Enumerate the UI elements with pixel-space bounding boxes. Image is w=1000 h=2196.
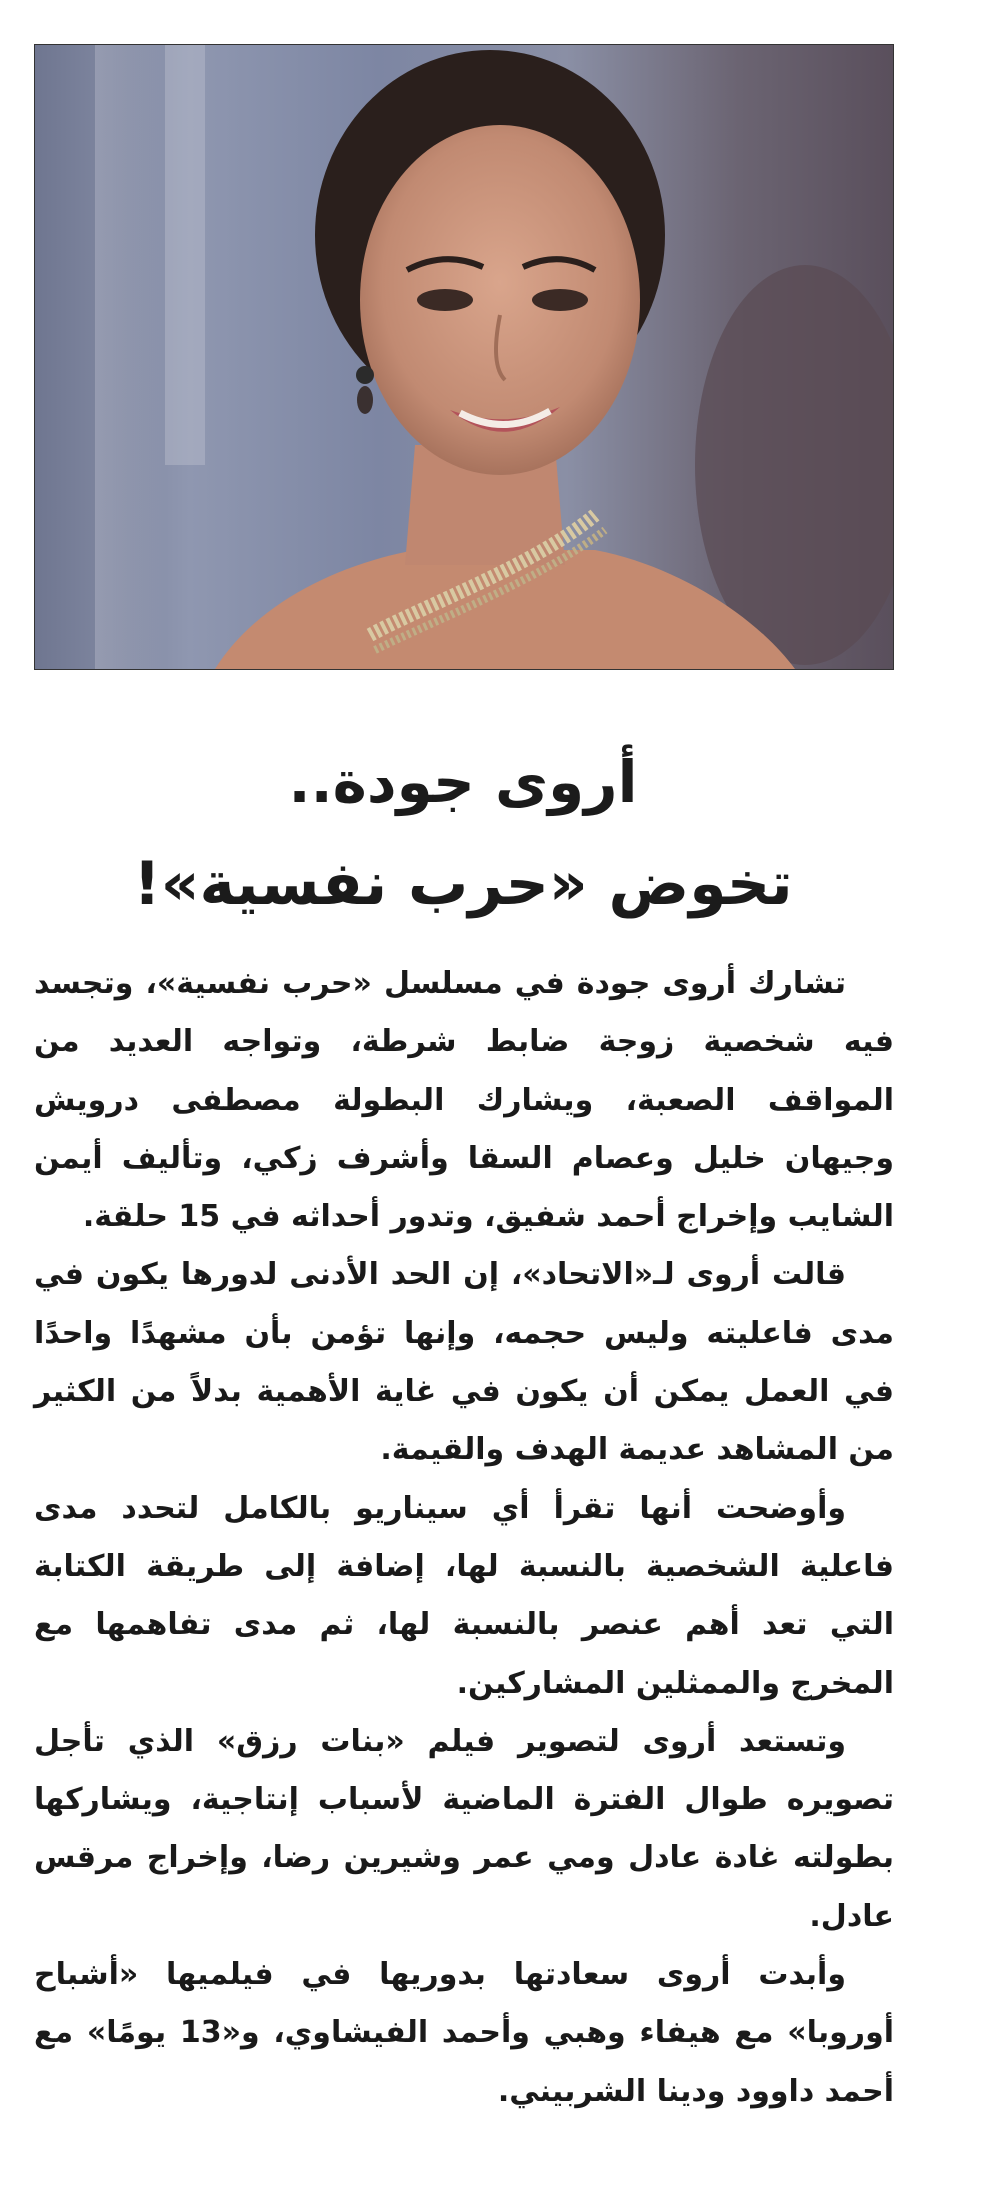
headline-line-2: تخوض «حرب نفسية»! [133,849,793,919]
portrait-illustration [35,45,893,669]
article-paragraph: تشارك أروى جودة في مسلسل «حرب نفسية»، وتجسد فيه شخصية زوجة ضابط شرطة، وتواجه العديد من المواقف الصعبة، ويشارك البطولة مصطفى درويش وجيهان خليل وعصام السقا وأشرف زكي، وتأليف أيمن الشايب وإخراج أحمد شفيق، وتدور أحداثه في 15 حلقة. [34,966,894,1235]
article-paragraph: وأبدت أروى سعادتها بدوريها في فيلميها «أشباح أوروبا» مع هيفاء وهبي وأحمد الفيشاوي، و«13 يومًا» مع أحمد داوود ودينا الشربيني. [34,1957,895,2109]
article-photo [34,44,894,670]
headline-line-1: أروى جودة.. [288,748,638,816]
article-paragraph: وتستعد أروى لتصوير فيلم «بنات رزق» الذي تأجل تصويره طوال الفترة الماضية لأسباب إنتاجية، ويشاركها بطولته غادة عادل ومي عمر وشيرين رضا، وإخراج مرقس عادل. [34,1723,894,1934]
article-paragraph: وأوضحت أنها تقرأ أي سيناريو بالكامل لتحدد مدى فاعلية الشخصية بالنسبة لها، إضافة إلى طريقة الكتابة التي تعد أهم عنصر بالنسبة لها، ثم مدى تفاهمها مع المخرج والممثلين المشاركين. [34,1490,894,1701]
article-body [34,955,894,2121]
article-paragraph: قالت أروى لـ«الاتحاد»، إن الحد الأدنى لدورها يكون في مدى فاعليته وليس حجمه، وإنها تؤمن بأن مشهدًا واحدًا في العمل يمكن أن يكون في غاية الأهمية بدلاً من الكثير من المشاهد عديمة الهدف والقيمة. [34,1257,894,1468]
